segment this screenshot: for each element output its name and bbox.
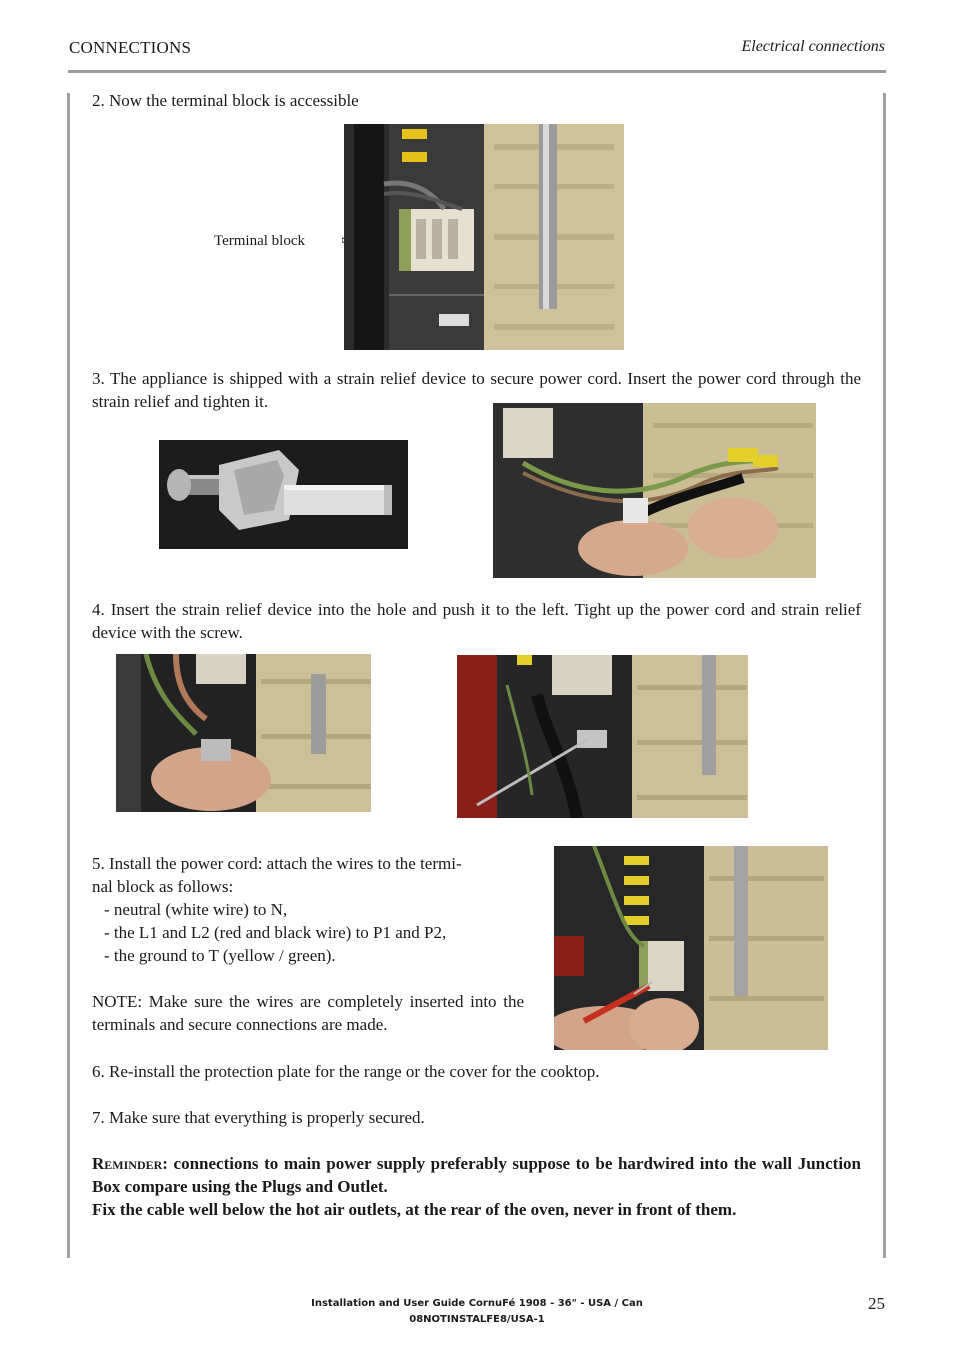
step-5-intro-2: nal block as follows: xyxy=(92,877,234,896)
strain-relief-photo xyxy=(159,440,408,549)
screw-relief-photo xyxy=(457,655,748,818)
left-margin-bar xyxy=(67,93,70,1258)
push-relief-photo xyxy=(116,654,371,812)
header-rule xyxy=(68,70,886,73)
step-2-text: 2. Now the terminal block is accessible xyxy=(92,91,359,110)
step-5-item-ground: - the ground to T (yellow / green). xyxy=(104,946,336,965)
step-4-text: 4. Insert the strain relief device into the hole and push it to the left. Tight up the power cord and strain relief device with the screw. xyxy=(92,600,861,642)
right-margin-bar xyxy=(883,93,886,1258)
step-7-text: 7. Make sure that everything is properly secured. xyxy=(92,1108,425,1127)
step-5-intro-1: 5. Install the power cord: attach the wires to the termi- xyxy=(92,854,462,873)
terminal-block-photo xyxy=(344,124,624,350)
reminder-paragraph xyxy=(92,1152,861,1198)
insert-cord-photo xyxy=(493,403,816,578)
footer-guide-title: Installation and User Guide CornuFé 1908 - 36" - USA / Can xyxy=(311,1298,643,1309)
reminder-line-2: Fix the cable well below the hot air outlets, at the rear of the oven, never in front of them. xyxy=(92,1200,737,1219)
step-3-text: 3. The appliance is shipped with a strain relief device to secure power cord. Insert the power cord through the strain relief and tighten it. xyxy=(92,369,861,411)
reminder-label: Reminder xyxy=(92,1154,163,1173)
step-5-note: NOTE: Make sure the wires are completely inserted into the terminals and secure connections are made. xyxy=(92,992,524,1034)
step-5-item-neutral: - neutral (white wire) to N, xyxy=(104,900,288,919)
section-title: CONNECTIONS xyxy=(69,38,192,57)
step-6-text: 6. Re-install the protection plate for the range or the cover for the cooktop. xyxy=(92,1062,600,1081)
footer-doc-code: 08NOTINSTALFE8/USA-1 xyxy=(409,1314,545,1325)
subsection-title: Electrical connections xyxy=(741,38,885,55)
terminal-block-label: Terminal block xyxy=(214,233,306,249)
wire-terminal-photo xyxy=(554,846,828,1050)
step-5-item-l1-l2: - the L1 and L2 (red and black wire) to P1 and P2, xyxy=(104,923,447,942)
page-number: 25 xyxy=(868,1294,885,1313)
reminder-text: : connections to main power supply preferably suppose to be hardwired into the wall Junction Box compare using the Plugs and Outlet. xyxy=(92,1154,861,1196)
